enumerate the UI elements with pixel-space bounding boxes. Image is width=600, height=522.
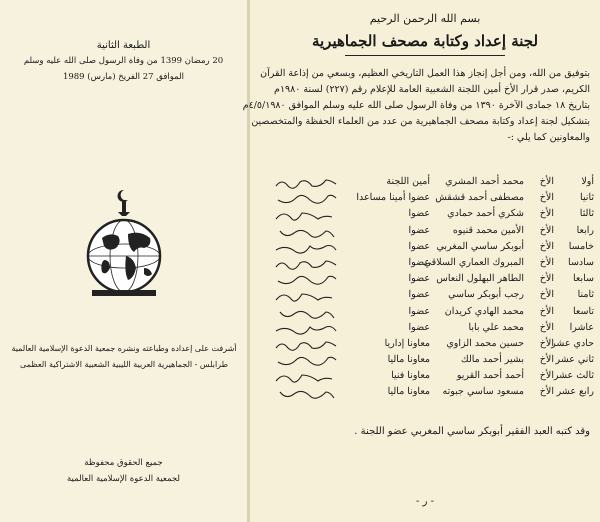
member-ordinal: خامسا [568, 240, 594, 252]
member-title-brother: الأخ [539, 176, 554, 187]
handwritten-signature-icon [274, 243, 344, 255]
member-name: محمد علي بابا [468, 321, 524, 333]
member-row [260, 338, 596, 354]
member-title-brother: الأخ [539, 273, 554, 285]
member-row [260, 225, 596, 241]
copyright-line: جميع الحقوق محفوظة [84, 458, 163, 468]
intro-line: الكريم، صدر قرار الأخ أمين اللجنة الشعبية العامة للإعلام رقم (٢٢٧) لسنة ١٩٨٠م [274, 84, 590, 95]
edition-date-line: 20 رمضان 1399 من وفاة الرسول صلى الله عليه وسلم [23, 56, 224, 66]
member-name: الطاهر البهلول النعاس [436, 273, 524, 285]
member-name: مصطفى أحمد قشقش [435, 192, 524, 204]
member-name: حسين محمد الزاوي [446, 337, 524, 349]
member-title-brother: الأخ [539, 224, 554, 236]
member-name: بشير أحمد مالك [460, 354, 524, 366]
handwritten-signature-icon [274, 308, 344, 320]
member-row [260, 241, 596, 257]
member-name: الأمين محمد قنيوه [452, 224, 524, 236]
edition-label: الطبعة الثانية [96, 40, 151, 51]
member-role: عضوا [408, 208, 430, 220]
member-name: رجب أبوبكر ساسي [448, 289, 524, 301]
member-name: المبروك العماري السلاقي [423, 256, 524, 268]
publisher-line: أشرفت على إعداده وطباعته ونشره جمعية الدعوة الإسلامية العالمية [11, 344, 237, 353]
member-ordinal: تاسعا [573, 305, 594, 317]
member-title-brother: الأخ [539, 192, 554, 204]
edition-date-line-gregorian: الموافق 27 الفريخ (مارس) 1989 [62, 72, 185, 82]
member-row [260, 370, 596, 386]
member-row [260, 322, 596, 338]
handwritten-signature-icon [274, 291, 344, 303]
member-ordinal: ثانيا [580, 192, 594, 204]
member-name: أبوبكر ساسي المغربي [436, 240, 524, 252]
member-role: عضوا [408, 224, 430, 236]
member-ordinal: عاشرا [569, 321, 594, 333]
handwritten-signature-icon [274, 324, 344, 336]
member-name: محمد الهادي كريدان [444, 305, 524, 317]
handwritten-signature-icon [274, 356, 344, 368]
member-role: معاونا ماليا [387, 386, 430, 398]
handwritten-signature-icon [274, 178, 344, 190]
handwritten-signature-icon [274, 210, 344, 222]
member-name: أحمد أحمد القريو [456, 370, 524, 382]
member-row [260, 386, 596, 402]
copyright-holder-line: لجمعية الدعوة الإسلامية العالمية [67, 474, 180, 484]
member-title-brother: الأخ [539, 289, 554, 301]
handwritten-signature-icon [274, 275, 344, 287]
member-role: عضوا أمينا مساعدا [356, 192, 430, 204]
member-title-brother: الأخ [539, 240, 554, 252]
page-title: لجنة إعداد وكتابة مصحف الجماهيرية [311, 32, 539, 50]
handwritten-signature-icon [274, 372, 344, 384]
page-number: - ر - [416, 496, 434, 507]
member-ordinal: رابع عشر [556, 386, 594, 398]
member-ordinal: ثالثا [579, 208, 594, 220]
intro-line: بتوفيق من الله، ومن أجل إنجاز هذا العمل التاريخي العظيم، وبسعي من إذاعة القرآن [260, 68, 590, 79]
basmala: بسم الله الرحمن الرحيم [369, 12, 481, 25]
member-role: معاونا فنيا [391, 370, 430, 382]
member-role: عضوا [408, 289, 430, 301]
member-title-brother: الأخ [539, 256, 554, 268]
member-title-brother: الأخ [539, 354, 554, 366]
member-ordinal: حادي عشر [551, 337, 594, 349]
handwritten-signature-icon [274, 259, 344, 271]
member-title-brother: الأخ [539, 208, 554, 220]
member-title-brother: الأخ [539, 337, 554, 349]
member-role: معاونا إداريا [384, 337, 430, 349]
member-title-brother: الأخ [539, 386, 554, 398]
member-ordinal: رابعا [576, 224, 594, 236]
member-ordinal: سابعا [573, 273, 594, 285]
intro-line: بتشكيل لجنة إعداد وكتابة مصحف الجماهيرية من عدد من العلماء الحفظة والمتخصصين [251, 116, 590, 127]
member-row [260, 176, 596, 192]
handwritten-signature-icon [274, 227, 344, 239]
title-underline [345, 55, 505, 56]
handwritten-signature-icon [274, 194, 344, 206]
member-row [260, 289, 596, 305]
member-role: عضوا [408, 321, 430, 333]
member-title-brother: الأخ [539, 370, 554, 382]
member-title-brother: الأخ [539, 305, 554, 317]
member-row [260, 208, 596, 224]
handwritten-signature-icon [274, 388, 344, 400]
handwritten-signature-icon [274, 340, 344, 352]
member-ordinal: ثالث عشر [553, 370, 594, 382]
member-ordinal: ثامنا [577, 289, 594, 301]
closing-statement: وقد كتبه العبد الفقير أبوبكر ساسي المغربي عضو اللجنة . [354, 426, 590, 437]
member-row [260, 273, 596, 289]
member-role: عضوا [408, 256, 430, 268]
member-name: محمد أحمد المشري [445, 176, 524, 187]
member-row [260, 192, 596, 208]
member-name: مسعود ساسي جبوته [442, 386, 524, 398]
intro-line: بتاريخ ١٨ جمادى الآخرة ١٣٩٠ من وفاة الرسول صلى الله عليه وسلم الموافق ٤/٥/١٩٨٠م [242, 100, 590, 111]
member-role: معاونا ماليا [387, 354, 430, 366]
member-role: أمين اللجنة [386, 176, 430, 187]
left-page [0, 0, 247, 522]
member-role: عضوا [408, 305, 430, 317]
right-page [242, 0, 600, 522]
islamic-call-society-globe-emblem-icon [80, 186, 168, 304]
intro-line: والمعاونين كما يلي :- [507, 132, 590, 143]
member-role: عضوا [408, 240, 430, 252]
member-list [260, 176, 596, 403]
member-row [260, 306, 596, 322]
member-title-brother: الأخ [539, 321, 554, 333]
member-row [260, 354, 596, 370]
member-name: شكري أحمد حمادي [447, 208, 524, 220]
member-row [260, 257, 596, 273]
member-ordinal: سادسا [568, 256, 594, 268]
publisher-location-line: طرابلس - الجماهيرية العربية الليبية الشعبية الاشتراكية العظمى [20, 360, 228, 369]
member-ordinal: أولا [581, 176, 594, 187]
member-ordinal: ثاني عشر [555, 354, 594, 366]
member-role: عضوا [408, 273, 430, 285]
